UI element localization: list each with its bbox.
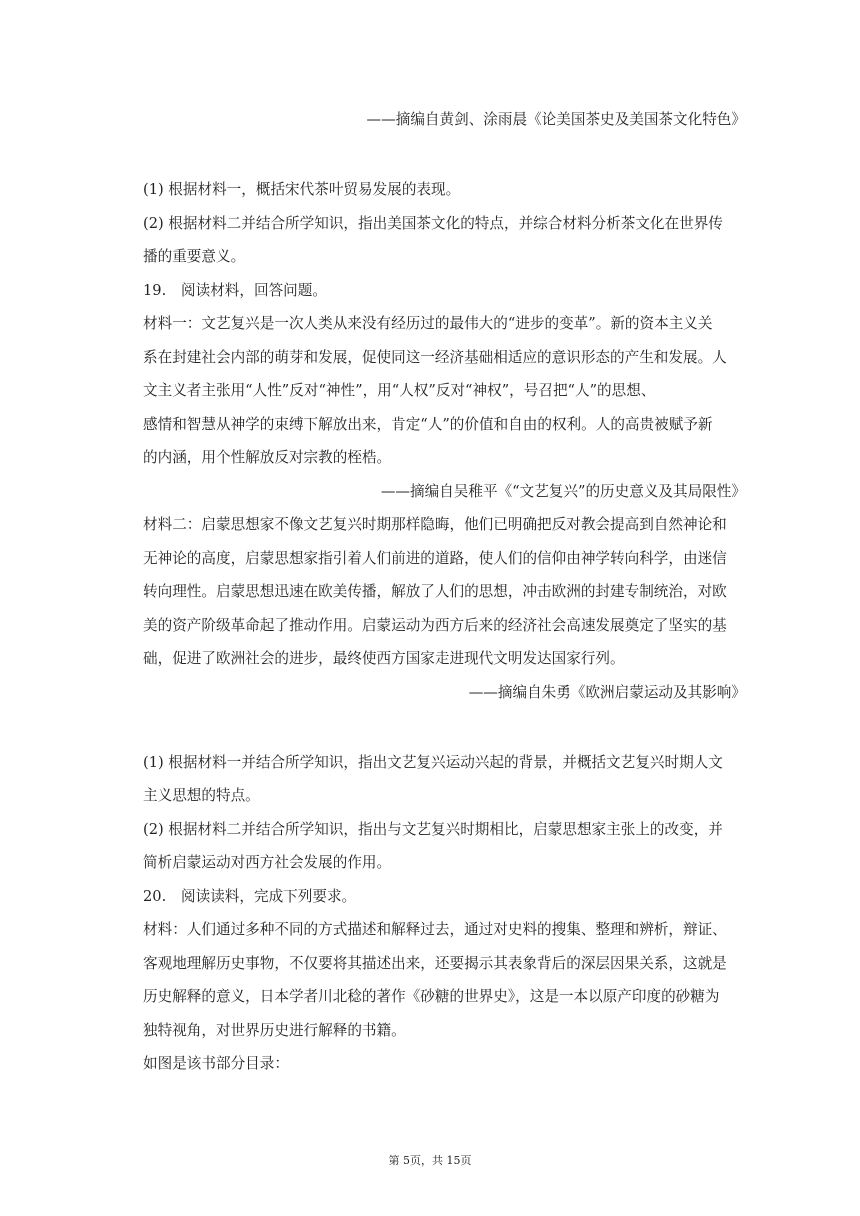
subquestion-line: (1) 根据材料一并结合所学知识，指出文艺复兴运动兴起的背景，并概括文艺复兴时期人文 [143,754,723,771]
question-prompt: 阅读读料，完成下列要求。 [181,888,357,905]
material-line: 美的资产阶级革命起了推动作用。启蒙运动为西方后来的经济社会高速发展奠定了坚实的基 [143,617,727,634]
question-number: 20. [143,888,167,905]
material-line: 材料一：文艺复兴是一次人类从来没有经历过的最伟大的“进步的变革”。新的资本主义关 [143,315,713,332]
page-footer: 第 5页，共 15页 [388,1154,472,1167]
material-line: 转向理性。启蒙思想迅速在欧美传播，解放了人们的思想，冲击欧洲的封建专制统治，对欧 [143,583,727,600]
material-line: 系在封建社会内部的萌芽和发展，促使同这一经济基础相适应的意识形态的产生和发展。人 [143,349,727,366]
material-line: 无神论的高度，启蒙思想家指引着人们前进的道路，使人们的信仰由神学转向科学，由迷信 [143,550,727,567]
material-line: 材料：人们通过多种不同的方式描述和解释过去，通过对史料的搜集、整理和辨析，辩证、 [143,921,727,938]
subquestion-line: (2) 根据材料二并结合所学知识，指出与文艺复兴时期相比，启蒙思想家主张上的改变，并 [143,821,723,838]
question-19-heading [143,281,768,301]
question-20-heading [143,887,768,907]
material-line: 材料二：启蒙思想家不像文艺复兴时期那样隐晦，他们已明确把反对教会提高到自然神论和 [143,516,727,533]
material-line: 的内涵，用个性解放反对宗教的桎梏。 [143,449,392,466]
subquestion-line: (1) 根据材料一，概括宋代茶叶贸易发展的表现。 [143,181,461,198]
material-line: 独特视角，对世界历史进行解释的书籍。 [143,1022,406,1039]
text-line: 主义思想的特点。 [143,787,260,804]
material-line: 础，促进了欧洲社会的进步，最终使西方国家走进现代文明发达国家行列。 [143,650,625,667]
subquestion-line: (2) 根据材料二并结合所学知识，指出美国茶文化的特点，并综合材料分析茶文化在世界传 [143,215,723,232]
material-line: 感情和智慧从神学的束缚下解放出来，肯定“人”的价值和自由的权利。人的高贵被赋予新 [143,416,713,433]
citation-line: ——摘编自朱勇《欧洲启蒙运动及其影响》 [468,684,746,701]
text-line: 播的重要意义。 [143,248,246,265]
question-prompt: 阅读材料，回答问题。 [181,282,327,299]
text-line: 简析启蒙运动对西方社会发展的作用。 [143,854,392,871]
text-line: 如图是该书部分目录： [143,1055,289,1072]
material-line: 客观地理解历史事物，不仅要将其描述出来，还要揭示其表象背后的深层因果关系，这就是 [143,955,727,972]
material-line: 历史解释的意义，日本学者川北稔的著作《砂糖的世界史》，这是一本以原产印度的砂糖为 [143,988,720,1005]
question-number: 19. [143,282,167,299]
citation-line: ——摘编自吴稚平《“文艺复兴”的历史意义及其局限性》 [380,483,746,500]
material-line: 文主义者主张用“人性”反对“神性”，用“人权”反对“神权”，号召把“人”的思想、 [143,382,656,399]
citation-line: ——摘编自黄剑、涂雨晨《论美国茶史及美国茶文化特色》 [366,111,746,128]
